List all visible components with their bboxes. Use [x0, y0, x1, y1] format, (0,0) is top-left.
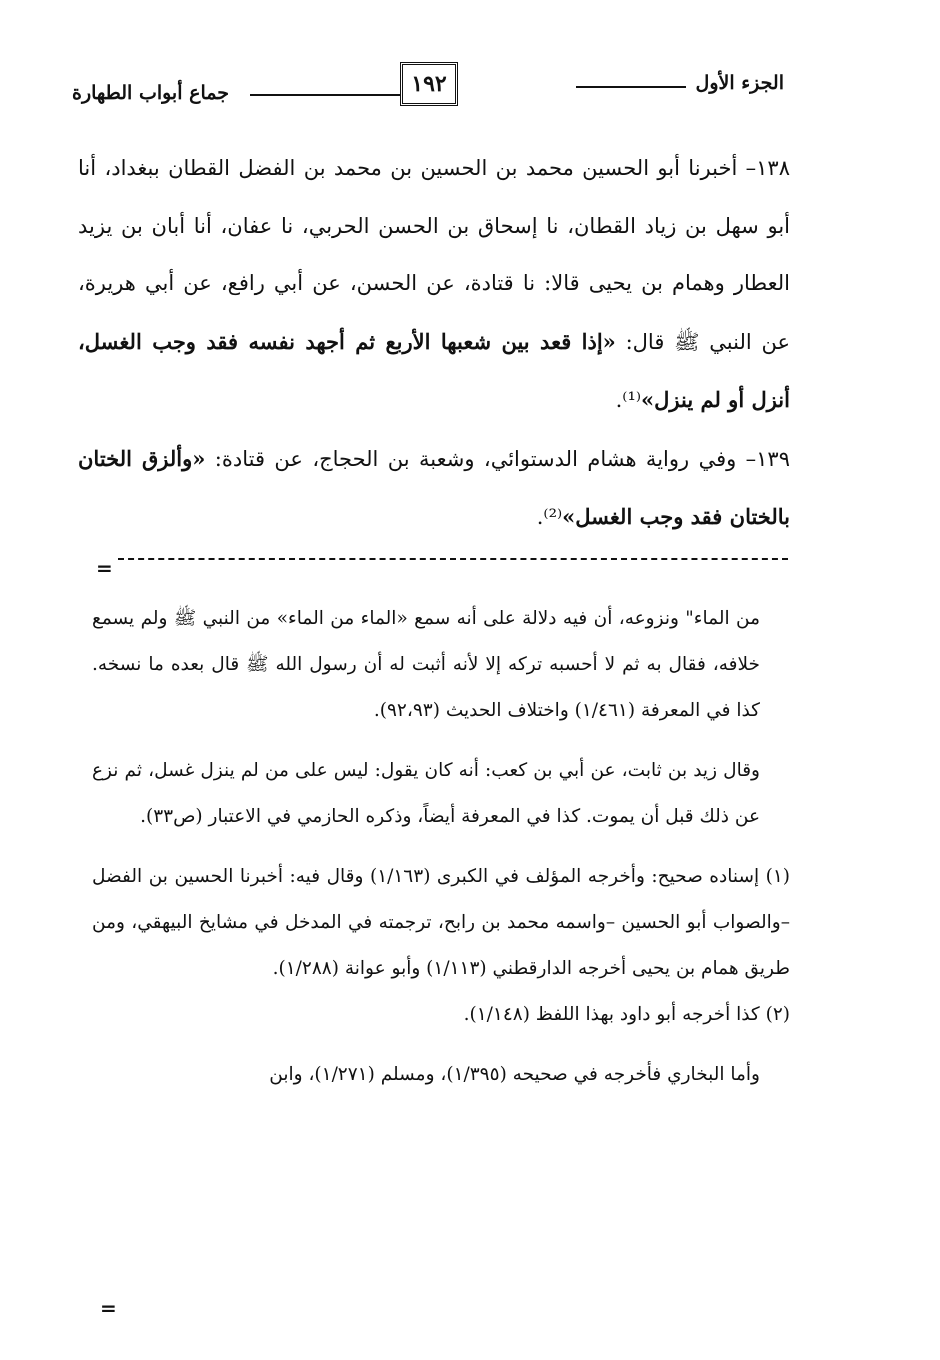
- chapter-title: جماع أبواب الطهارة: [72, 82, 229, 104]
- hadith-138-footnote-ref: ⁽¹⁾.: [615, 388, 642, 412]
- hadith-139-footnote-ref: ⁽²⁾.: [536, 505, 563, 529]
- hadith-139-text: ١٣٩– وفي رواية هشام الدستوائي، وشعبة بن الحجاج، عن قتادة:: [205, 446, 790, 471]
- footnote-1: (١) إسناده صحيح: وأخرجه المؤلف في الكبرى (١/١٦٣) وقال فيه: أخبرنا الحسين بن الفضل –والصواب أبو الحسين –واسمه محمد بن رابح، ترجمته في المدخل في مشايخ البيهقي، ومن طريق همام بن يحيى أخرجه الدارقطني (١/١١٣) وأبو عوانة (١/٢٨٨).: [92, 866, 790, 979]
- hadith-139: [78, 430, 790, 547]
- header-rule-right: [576, 86, 686, 88]
- header-rule-left: [250, 94, 400, 96]
- continuation-mark-top: =: [96, 556, 113, 580]
- footnote-divider: [118, 558, 788, 560]
- main-text: [78, 140, 790, 547]
- footnotes-section: [92, 596, 790, 1098]
- hadith-138-text: ١٣٨– أخبرنا أبو الحسين محمد بن الحسين بن محمد بن الفضل القطان ببغداد، أنا أبو سهل بن زياد القطان، نا إسحاق بن الحسن الحربي، نا عفان، أنا أبان بن يزيد العطار وهمام بن يحيى قالا: نا قتادة، عن الحسن، عن أبي رافع، عن أبي هريرة، عن النبي ﷺ قال:: [78, 156, 791, 354]
- continued-note-2: وقال زيد بن ثابت، عن أبي بن كعب: أنه كان يقول: ليس على من لم ينزل غسل، ثم نزع عن ذلك قبل أن يموت. كذا في المعرفة أيضاً، وذكره الحازمي في الاعتبار (ص٣٣).: [92, 760, 760, 827]
- page-header: [72, 62, 784, 114]
- hadith-138-quote: «إذا قعد بين شعبها الأربع ثم أجهد نفسه فقد وجب الغسل، أنزل أو لم ينزل»: [78, 328, 790, 412]
- footnote-continuation: وأما البخاري فأخرجه في صحيحه (١/٣٩٥)، ومسلم (١/٢٧١)، وابن: [269, 1064, 760, 1085]
- hadith-139-quote: «وألزق الختان بالختان فقد وجب الغسل»: [78, 445, 790, 529]
- continued-note-1: من الماء" ونزوعه، أن فيه دلالة على أنه سمع «الماء من الماء» من النبي ﷺ ولم يسمع خلافه، فقال به ثم لا أحسبه تركه إلا لأنه أثبت له أن رسول الله ﷺ قال بعده ما نسخه. كذا في المعرفة (١/٤٦١) واختلاف الحديث (٩٢،٩٣).: [92, 608, 760, 721]
- footnote-2: (٢) كذا أخرجه أبو داود بهذا اللفظ (١/١٤٨).: [463, 1004, 790, 1025]
- hadith-138: [78, 140, 790, 430]
- continuation-mark-bottom: =: [100, 1296, 117, 1320]
- page-number: ١٩٢: [400, 62, 458, 106]
- volume-title: الجزء الأول: [695, 72, 784, 94]
